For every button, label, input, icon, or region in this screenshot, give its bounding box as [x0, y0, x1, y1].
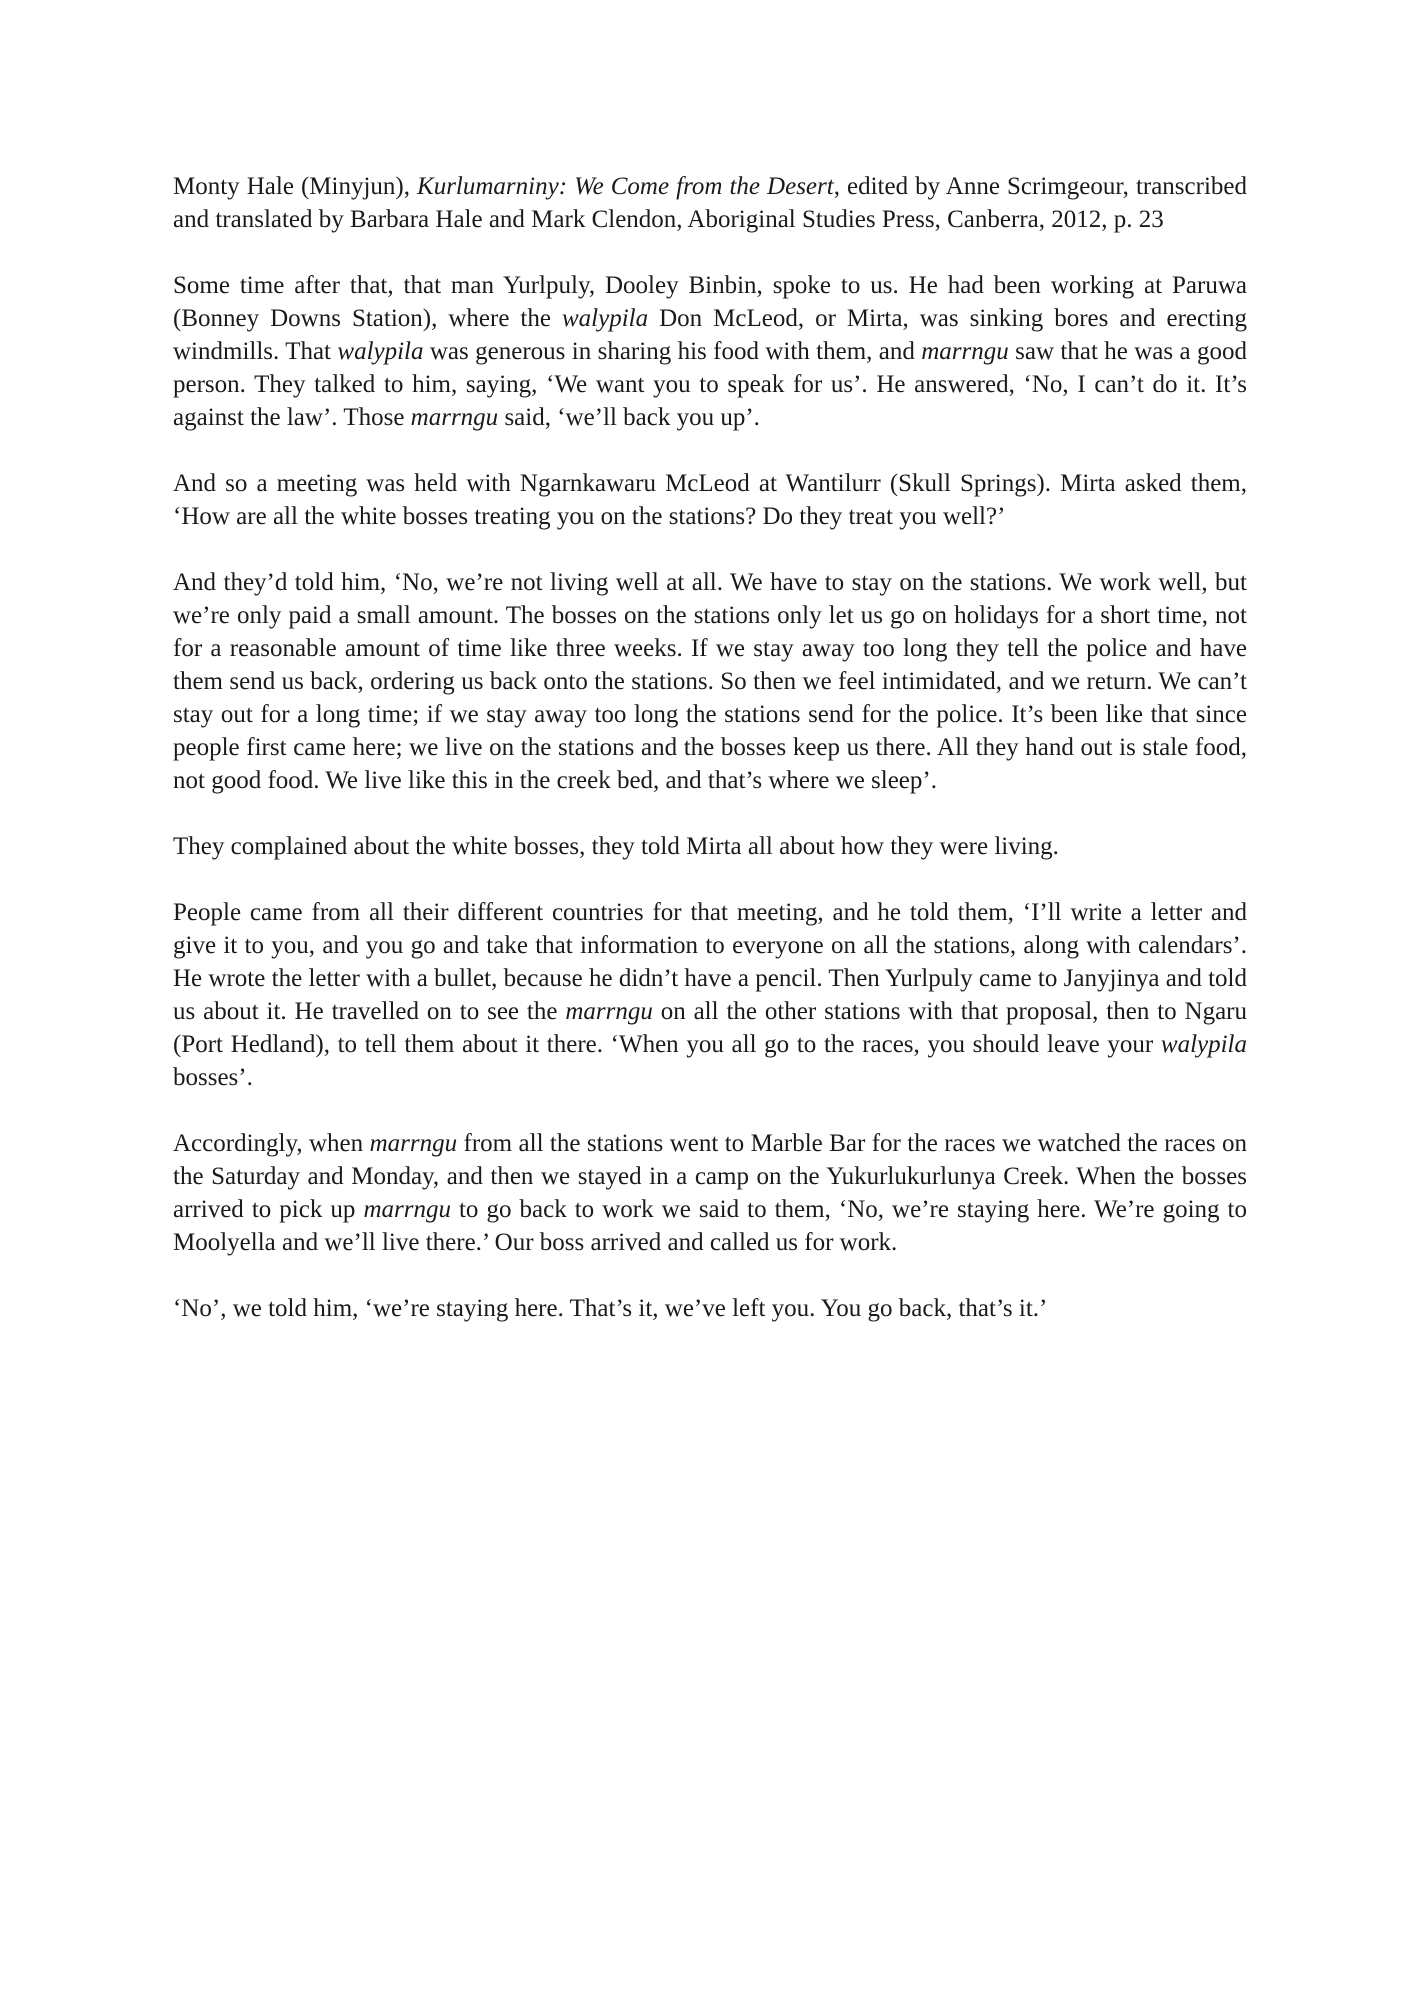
paragraph-7: ‘No’, we told him, ‘we’re staying here. That’s it, we’ve left you. You go back, that’s it.’: [173, 1295, 1048, 1322]
paragraph-1-text-1: Some time after that, that man Yurlpuly, Dooley Binbin, spoke to us. He had been working at Paruwa (Bonney Downs Station), where the: [173, 272, 1247, 332]
paragraph-5-text-3: bosses’.: [173, 1064, 253, 1091]
document-body: [173, 170, 1247, 1358]
paragraph-6-text-1: Accordingly, when: [173, 1130, 370, 1157]
paragraph-5-italic-2: walypila: [1160, 1031, 1247, 1058]
paragraph-5: [173, 896, 1247, 1094]
citation-author: Monty Hale (Minyjun),: [173, 173, 410, 200]
paragraph-1-italic-3: marrngu: [921, 338, 1009, 365]
citation-details: , edited by Anne Scrimgeour, transcribed and translated by Barbara Hale and Mark Clendon, Aboriginal Studies Press, Canberra, 2012, p. 23: [173, 173, 1247, 233]
paragraph-1-italic-4: marrngu: [410, 404, 499, 431]
paragraph-4: They complained about the white bosses, they told Mirta all about how they were living.: [173, 833, 1059, 860]
paragraph-6-text-2: from all the stations went to Marble Bar for the races we watched the races on the Saturday and Monday, and then we stayed in a camp on the Yukurlukurlunya Creek. When the bosses arrived to pick up: [173, 1130, 1247, 1223]
paragraph-1-text-4: saw that he was a good person. They talked to him, saying, ‘We want you to speak for us’. He answered, ‘No, I can’t do it. It’s against the law’. Those: [173, 338, 1247, 431]
paragraph-6-italic-1: marrngu: [369, 1130, 458, 1157]
citation-title: Kurlumarniny: We Come from the Desert: [417, 173, 834, 200]
paragraph-1-italic-2: walypila: [337, 338, 424, 365]
paragraph-5-text-2: on all the other stations with that proposal, then to Ngaru (Port Hedland), to tell them about it there. ‘When you all go to the races, you should leave your: [173, 998, 1247, 1058]
paragraph-5-italic-1: marrngu: [565, 998, 653, 1025]
paragraph-1-text-3: was generous in sharing his food with them, and: [423, 338, 922, 365]
paragraph-5-text-1: People came from all their different countries for that meeting, and he told them, ‘I’ll write a letter and give it to you, and you go and take that information to everyone on all the stations, along with calendars’. He wrote the letter with a bullet, because he didn’t have a pencil. Then Yurlpuly came to Janyjinya and told us about it. He travelled on to see the: [173, 899, 1247, 1025]
paragraph-1-text-2: Don McLeod, or Mirta, was sinking bores and erecting windmills. That: [173, 305, 1247, 365]
paragraph-1: [173, 269, 1247, 434]
paragraph-3: And they’d told him, ‘No, we’re not living well at all. We have to stay on the stations. We work well, but we’re only paid a small amount. The bosses on the stations only let us go on holidays for a short time, not for a reasonable amount of time like three weeks. If we stay away too long they tell the police and have them send us back, ordering us back onto the stations. So then we feel intimidated, and we return. We can’t stay out for a long time; if we stay away too long the stations send for the police. It’s been like that since people first came here; we live on the stations and the bosses keep us there. All they hand out is stale food, not good food. We live like this in the creek bed, and that’s where we sleep’.: [173, 569, 1247, 794]
paragraph-1-text-5: said, ‘we’ll back you up’.: [498, 404, 760, 431]
paragraph-2: And so a meeting was held with Ngarnkawaru McLeod at Wantilurr (Skull Springs). Mirta asked them, ‘How are all the white bosses treating you on the stations? Do they treat you well?’: [173, 470, 1247, 530]
citation-paragraph: [173, 170, 1247, 236]
paragraph-1-italic-1: walypila: [561, 305, 649, 332]
paragraph-6: [173, 1127, 1247, 1259]
paragraph-6-text-3: to go back to work we said to them, ‘No, we’re staying here. We’re going to Moolyella and we’ll live there.’ Our boss arrived and called us for work.: [173, 1196, 1247, 1256]
paragraph-6-italic-2: marrngu: [363, 1196, 451, 1223]
